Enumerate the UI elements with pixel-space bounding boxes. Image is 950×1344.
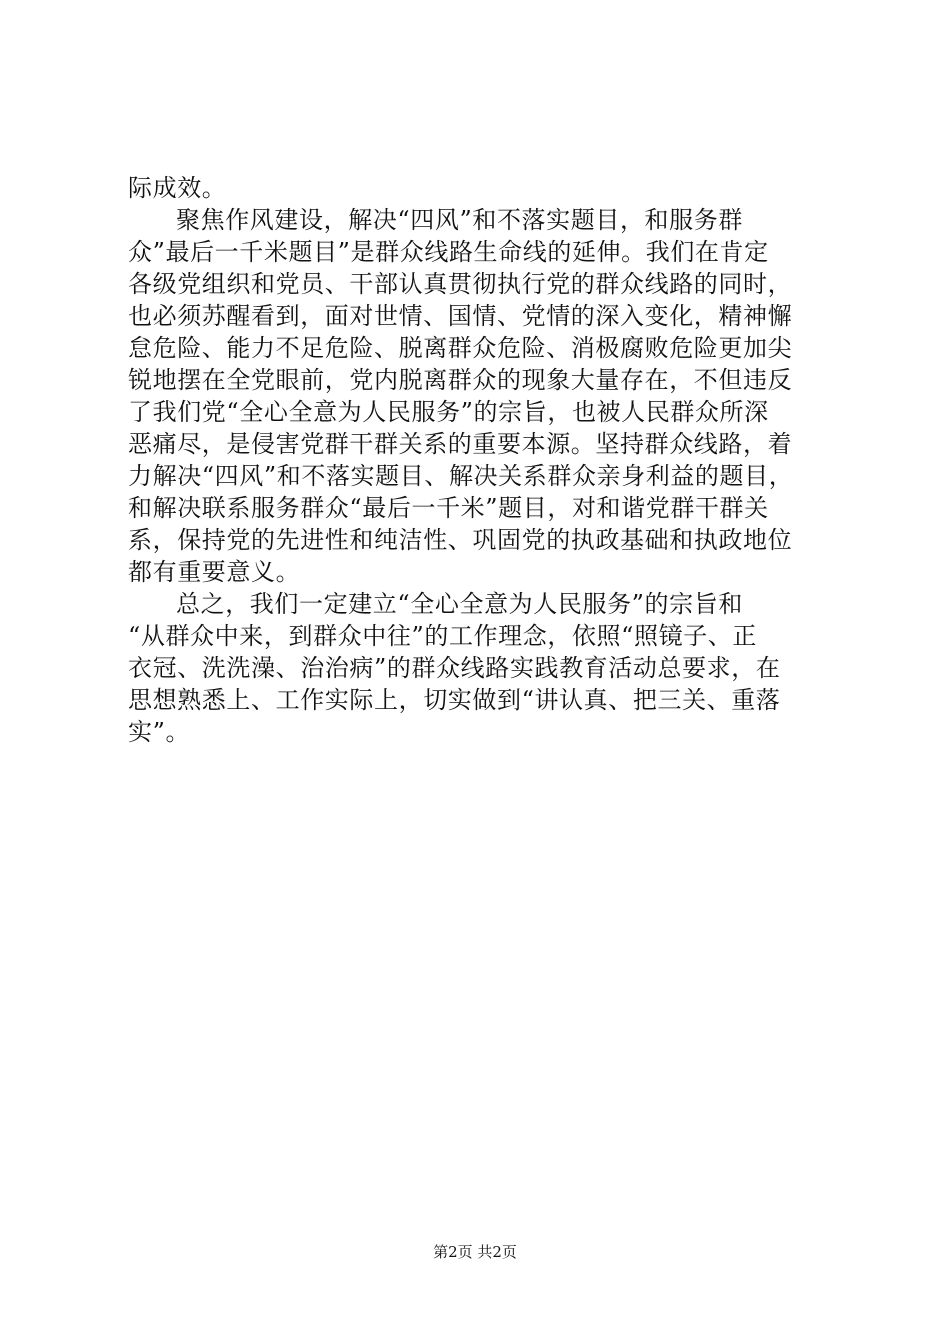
text-line: 也必须苏醒看到，面对世情、国情、党情的深入变化，精神懈 xyxy=(128,302,793,330)
text-line: 衣冠、洗洗澡、治治病”的群众线路实践教育活动总要求，在 xyxy=(128,654,781,682)
text-line: 各级党组织和党员、干部认真贯彻执行党的群众线路的同时， xyxy=(128,270,793,298)
text-line: 恶痛尽，是侵害党群干群关系的重要本源。坚持群众线路，着 xyxy=(128,430,793,458)
page-footer xyxy=(0,1242,950,1262)
text-line: 锐地摆在全党眼前，党内脱离群众的现象大量存在，不但违反 xyxy=(128,366,793,394)
text-line: 实”。 xyxy=(128,718,191,746)
page-number: 第2页 共2页 xyxy=(433,1243,517,1261)
text-line: “从群众中来，到群众中往”的工作理念，依照“照镜子、正 xyxy=(128,622,758,650)
text-line: 力解决“四风”和不落实题目、解决关系群众亲身利益的题目， xyxy=(128,462,794,490)
text-line: 怠危险、能力不足危险、脱离群众危险、消极腐败危险更加尖 xyxy=(128,334,793,362)
text-line: 和解决联系服务群众“最后一千米”题目，对和谐党群干群关 xyxy=(128,494,769,522)
text-line: 都有重要意义。 xyxy=(128,558,301,586)
text-line: 了我们党“全心全意为人民服务”的宗旨，也被人民群众所深 xyxy=(128,398,769,426)
document-body xyxy=(128,172,828,748)
paragraph-start-line: 聚焦作风建设，解决“四风”和不落实题目，和服务群 xyxy=(176,206,743,234)
paragraph-start-line: 总之，我们一定建立“全心全意为人民服务”的宗旨和 xyxy=(176,590,743,618)
text-line: 思想熟悉上、工作实际上，切实做到“讲认真、把三关、重落 xyxy=(128,686,781,714)
text-line: 际成效。 xyxy=(128,174,227,202)
text-line: 众”最后一千米题目”是群众线路生命线的延伸。我们在肯定 xyxy=(128,238,769,266)
text-line: 系，保持党的先进性和纯洁性、巩固党的执政基础和执政地位 xyxy=(128,526,793,554)
